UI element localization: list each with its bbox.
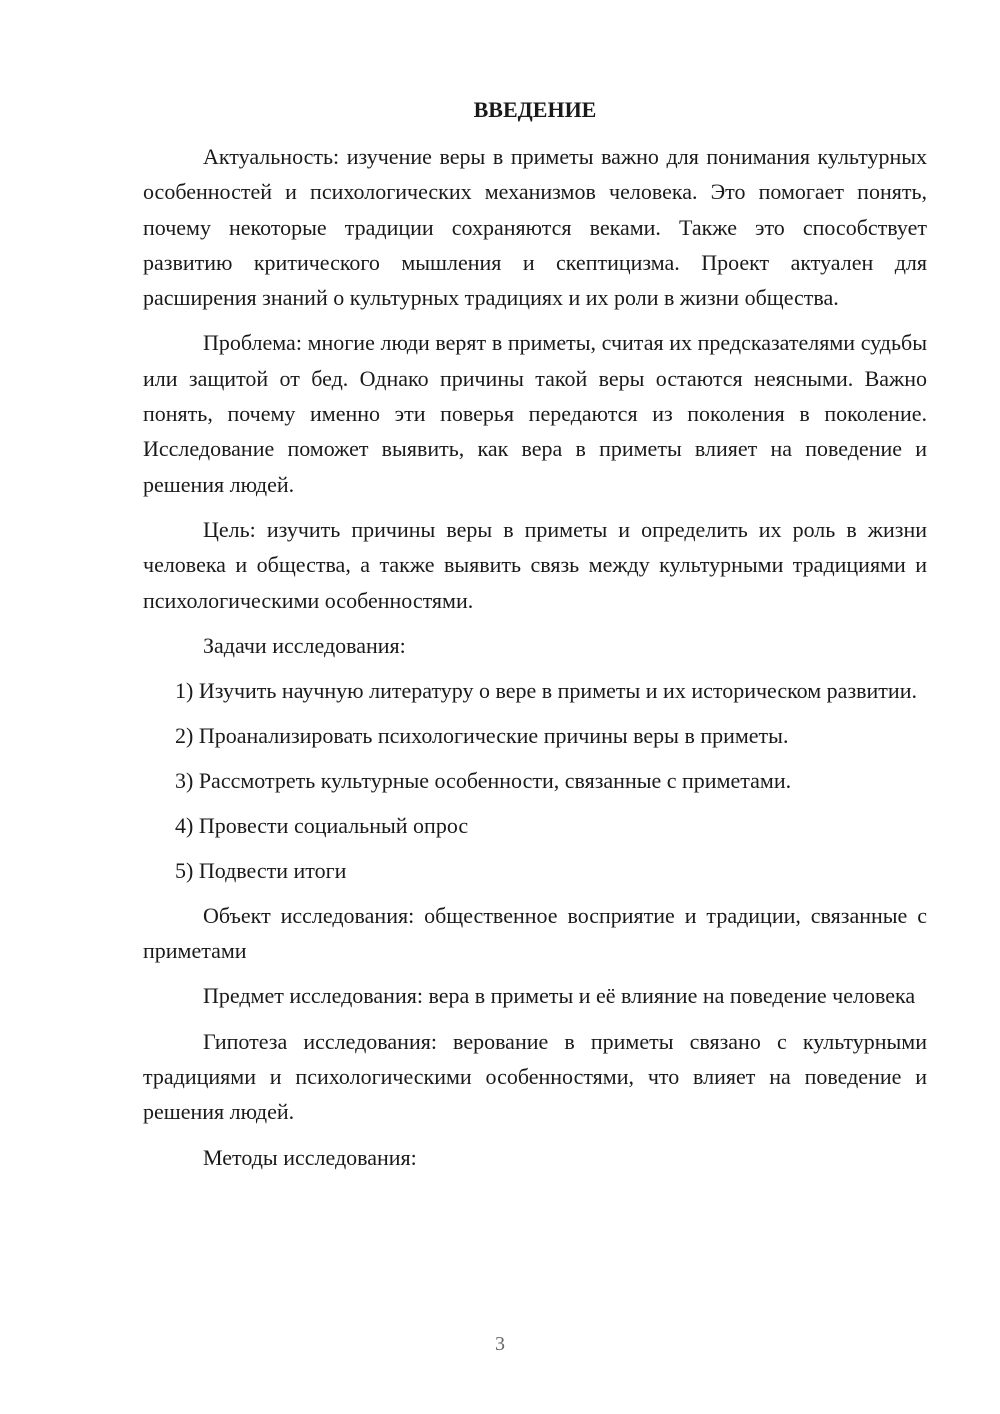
paragraph-problem: Проблема: многие люди верят в приметы, считая их предсказателями судьбы или защитой от бед. Однако причины такой веры остаются неясными. Важно понять, почему именно эти поверья передаются из поколения в поколение. Исследование поможет выявить, как вера в приметы влияет на поведение и решения людей. bbox=[143, 330, 927, 497]
paragraph-subject: Предмет исследования: вера в приметы и её влияние на поведение человека bbox=[203, 983, 916, 1009]
task-item: 5) Подвести итоги bbox=[175, 857, 347, 883]
tasks-heading: Задачи исследования: bbox=[203, 632, 406, 658]
task-item: 3) Рассмотреть культурные особенности, связанные с приметами. bbox=[175, 767, 792, 793]
paragraph-object: Объект исследования: общественное восприятие и традиции, связанные с приметами bbox=[143, 902, 927, 964]
task-item: 4) Провести социальный опрос bbox=[175, 812, 469, 838]
paragraph-hypothesis: Гипотеза исследования: верование в приметы связано с культурными традициями и психологическими особенностями, что влияет на поведение и решения людей. bbox=[143, 1028, 927, 1125]
page-number: 3 bbox=[495, 1333, 505, 1355]
page-content bbox=[143, 92, 927, 1185]
task-item: 2) Проанализировать психологические причины веры в приметы. bbox=[175, 722, 789, 748]
task-item: 1) Изучить научную литературу о вере в приметы и их историческом развитии. bbox=[175, 677, 917, 703]
paragraph-methods: Методы исследования: bbox=[203, 1144, 417, 1170]
paragraph-relevance: Актуальность: изучение веры в приметы важно для понимания культурных особенностей и психологических механизмов человека. Это помогает понять, почему некоторые традиции сохраняются веками. Также это способствует развитию критического мышления и скептицизма. Проект актуален для расширения знаний о культурных традициях и их роли в жизни общества. bbox=[143, 144, 927, 311]
paragraph-goal: Цель: изучить причины веры в приметы и определить их роль в жизни человека и общества, а также выявить связь между культурными традициями и психологическими особенностями. bbox=[143, 516, 927, 613]
page-title: ВВЕДЕНИЕ bbox=[473, 97, 597, 122]
